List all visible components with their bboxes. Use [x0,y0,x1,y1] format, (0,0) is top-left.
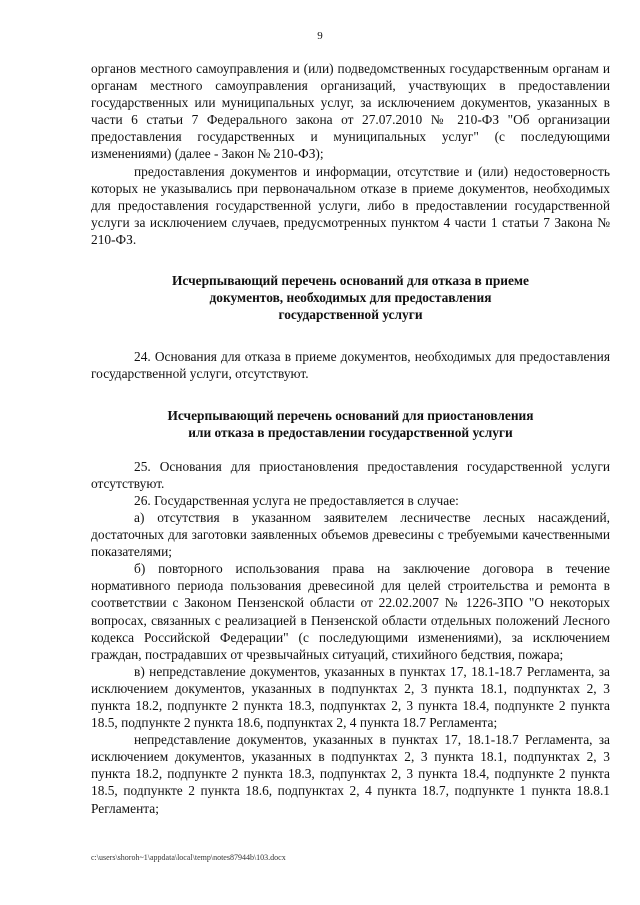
list-item-b: б) повторного использования права на заключение договора в течение нормативного периода пользования древесиной для целей строительства и ремонта в соответствии с Законом Пензенской области от 22.02.2007 № 1226-ЗПО "О некоторых вопросах, связанных с реализацией в Пензенской области отдельных положений Лесного кодекса Российской Федерации" (с последующими изменениями), за исключением граждан, пострадавших от чрезвычайных ситуаций, стихийного бедствия, пожара; [91,561,610,662]
heading-line: или отказа в предоставлении государственной услуги [188,424,513,440]
paragraph: непредставление документов, указанных в пунктах 17, 18.1-18.7 Регламента, за исключением документов, указанных в подпунктах 2, 3 пункта 18.1, подпунктах 2, 3 пункта 18.2, подпункте 2 пункта 18.3, подпунктах 2, 3 пункта 18.4, подпункте 2 пункта 18.5, подпункте 2 пункта 18.6, подпунктах 2, 4 пункта 18.7, подпункте 1 пункта 18.8.1 Регламента; [91,732,610,816]
section-heading-suspension-refusal [91,407,610,441]
list-item-v: в) непредставление документов, указанных в пунктах 17, 18.1-18.7 Регламента, за исключением документов, указанных в подпунктах 2, 3 пункта 18.1, подпунктах 2, 3 пункта 18.2, подпункте 2 пункта 18.3, подпунктах 2, 3 пункта 18.4, подпункте 2 пункта 18.5, подпункте 2 пункта 18.6, подпунктах 2, 4 пункта 18.7 Регламента; [91,663,610,731]
heading-line: Исчерпывающий перечень оснований для отказа в приеме [171,273,529,289]
heading-line: Исчерпывающий перечень оснований для приостановления [167,407,534,423]
paragraph-24: 24. Основания для отказа в приеме документов, необходимых для предоставления государственной услуги, отсутствуют. [91,349,610,382]
heading-line: государственной услуги [278,307,423,323]
paragraph-continued: органов местного самоуправления и (или) подведомственных государственным органам и органам местного самоуправления организаций, участвующих в предоставлении государственных или муниципальных услуг, за исключением документов, указанных в части 6 статьи 7 Федерального закона от 27.07.2010 № 210-ФЗ "Об организации предоставления государственных и муниципальных услуг" (с последующими изменениями) (далее - Закон № 210-ФЗ); [91,61,610,162]
paragraph: предоставления документов и информации, отсутствие и (или) недостоверность которых не указывались при первоначальном отказе в приеме документов, необходимых для предоставления государственной услуги, либо в предоставлении государственной услуги за исключением случаев, предусмотренных пунктом 4 части 1 статьи 7 Закона № 210-ФЗ. [91,163,610,247]
list-item-a: а) отсутствия в указанном заявителем лесничестве лесных насаждений, достаточных для заготовки заявленных объемов древесины с требуемыми качественными показателями; [91,509,610,560]
paragraph-25: 25. Основания для приостановления предоставления государственной услуги отсутствуют. [91,458,610,491]
footer-file-path: c:\users\shoroh~1\appdata\local\temp\notes87944b\103.docx [91,853,286,862]
page-number: 9 [317,30,323,42]
document-body [91,60,610,817]
section-heading-refusal-acceptance [91,272,610,323]
heading-line: документов, необходимых для предоставления [209,290,492,306]
paragraph-26: 26. Государственная услуга не предоставляется в случае: [134,492,459,508]
